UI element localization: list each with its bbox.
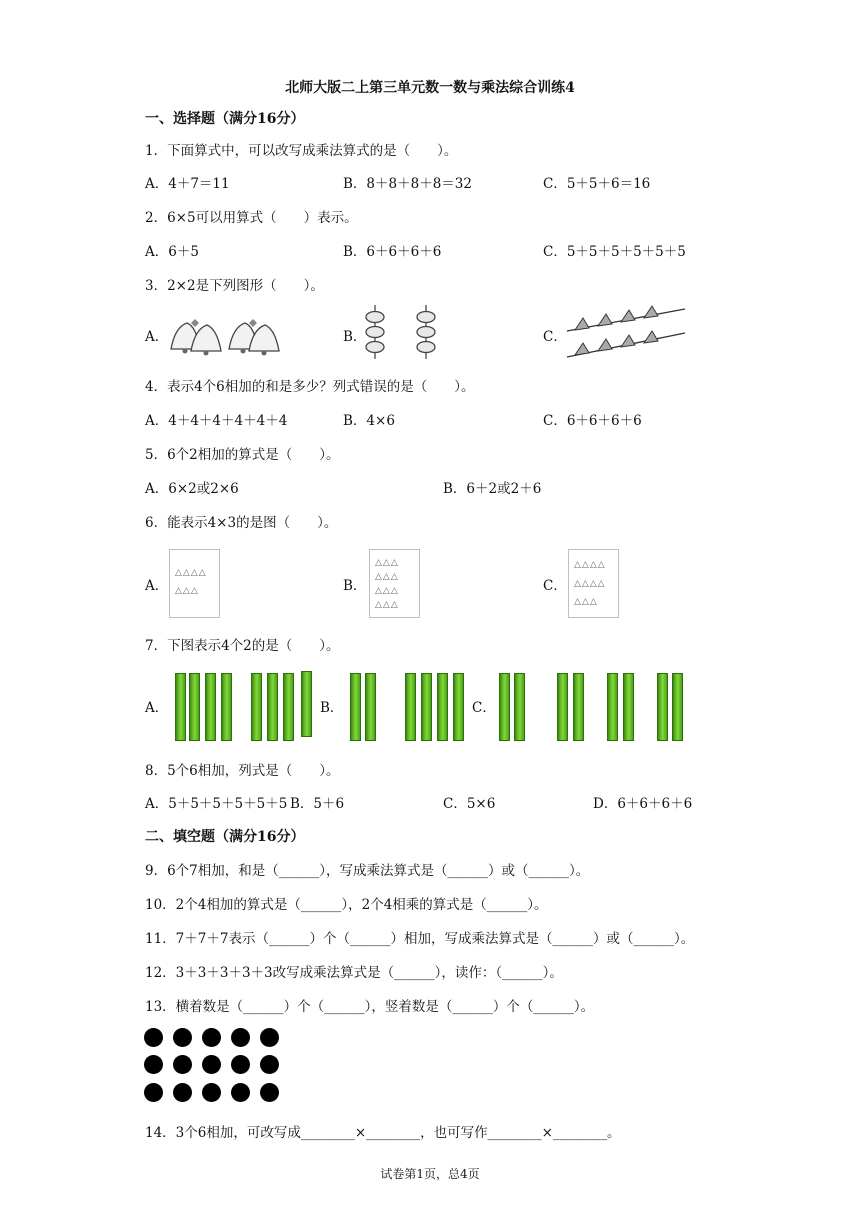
question-4-stem: 4．表示4个6相加的和是多少？列式错误的是（ ）。 (145, 379, 475, 395)
green-stick (205, 673, 216, 741)
dot (173, 1055, 192, 1074)
green-stick (283, 673, 294, 741)
question-1-option-c: C．5＋5＋6＝16 (543, 176, 651, 192)
question-3-option-b: B． (343, 329, 367, 345)
green-stick (365, 673, 376, 741)
question-4-option-b: B．4×6 (343, 413, 395, 429)
green-stick (672, 673, 683, 741)
question-4-option-c: C．6＋6＋6＋6 (543, 413, 642, 429)
green-sticks-group-c (495, 673, 690, 743)
triangle-card-c (568, 549, 619, 618)
question-2-option-b: B．6＋6＋6＋6 (343, 244, 442, 260)
question-1-option-b: B．8＋8＋8＋8＝32 (343, 176, 472, 192)
question-7-stem: 7．下图表示4个2的是（ ）。 (145, 638, 340, 654)
question-3-option-c: C． (543, 329, 567, 345)
question-8-option-a: A．5＋5＋5＋5＋5＋5 (145, 796, 288, 812)
question-1-option-a: A．4＋7＝11 (145, 176, 230, 192)
dot (173, 1028, 192, 1047)
green-stick (557, 673, 568, 741)
question-11: 11．7＋7＋7表示（______）个（______）相加，写成乘法算式是（______）或（______）。 (145, 931, 695, 947)
question-2-stem: 2．6×5可以用算式（ ）表示。 (145, 210, 358, 226)
green-stick (221, 673, 232, 741)
green-sticks-group-b (345, 673, 470, 743)
green-stick (657, 673, 668, 741)
triangle-row: △△△ (375, 600, 399, 610)
page-title: 北师大版二上第三单元数一数与乘法综合训练4 (285, 80, 575, 96)
section-heading-fill: 二、填空题（满分16分） (145, 829, 305, 845)
question-6-option-c: C． (543, 578, 567, 594)
dot (260, 1028, 279, 1047)
dot (202, 1055, 221, 1074)
question-6-stem: 6．能表示4×3的是图（ ）。 (145, 515, 338, 531)
green-stick (573, 673, 584, 741)
green-stick (267, 673, 278, 741)
triangle-row: △△△ (175, 586, 199, 596)
green-stick (189, 673, 200, 741)
green-stick (175, 673, 186, 741)
green-stick (499, 673, 510, 741)
green-stick (453, 673, 464, 741)
question-1-stem: 1．下面算式中，可以改写成乘法算式的是（ ）。 (145, 143, 458, 159)
triangle-row: △△△△ (574, 560, 606, 570)
skewer-balls-image (363, 303, 443, 361)
dot (202, 1083, 221, 1102)
triangle-row: △△△△ (175, 568, 207, 578)
page-footer: 试卷第1页，总4页 (380, 1167, 480, 1181)
dot (202, 1028, 221, 1047)
question-9: 9．6个7相加，和是（______），写成乘法算式是（______）或（______）。 (145, 863, 590, 879)
question-8-stem: 8．5个6相加，列式是（ ）。 (145, 763, 340, 779)
triangle-row: △△△ (375, 558, 399, 568)
question-12: 12．3＋3＋3＋3＋3改写成乘法算式是（______），读作：（______）。 (145, 965, 563, 981)
dot (173, 1083, 192, 1102)
section-heading-choice: 一、选择题（满分16分） (145, 111, 305, 127)
dot (260, 1055, 279, 1074)
question-3-stem: 3．2×2是下列图形（ ）。 (145, 278, 324, 294)
question-8-option-d: D．6＋6＋6＋6 (593, 796, 693, 812)
green-stick (251, 673, 262, 741)
triangle-row: △△△ (375, 572, 399, 582)
dot (231, 1028, 250, 1047)
question-5-option-a: A．6×2或2×6 (145, 481, 239, 497)
green-stick (405, 673, 416, 741)
dot-grid-image (144, 1028, 284, 1108)
question-13: 13．横着数是（______）个（______），竖着数是（______）个（______）。 (145, 999, 595, 1015)
question-5-option-b: B．6＋2或2＋6 (443, 481, 542, 497)
question-7-option-a: A． (145, 700, 169, 716)
question-8-option-c: C．5×6 (443, 796, 496, 812)
question-2-option-a: A．6＋5 (145, 244, 199, 260)
bells-image (165, 313, 285, 357)
dot (144, 1028, 163, 1047)
green-stick (514, 673, 525, 741)
green-stick (301, 671, 312, 737)
question-10: 10．2个4相加的算式是（______），2个4相乘的算式是（______）。 (145, 897, 548, 913)
green-stick (421, 673, 432, 741)
triangle-card-a (169, 549, 220, 618)
triangle-strings-image (563, 303, 689, 361)
dot (144, 1055, 163, 1074)
green-stick (623, 673, 634, 741)
green-stick (437, 673, 448, 741)
dot (260, 1083, 279, 1102)
green-sticks-group-a (170, 673, 318, 743)
green-stick (607, 673, 618, 741)
green-stick (350, 673, 361, 741)
dot (231, 1055, 250, 1074)
triangle-row: △△△ (375, 586, 399, 596)
question-8-option-b: B．5＋6 (290, 796, 345, 812)
question-3-option-a: A． (145, 329, 169, 345)
dot (144, 1083, 163, 1102)
question-7-option-b: B． (320, 700, 344, 716)
question-4-option-a: A．4＋4＋4＋4＋4＋4 (145, 413, 288, 429)
question-6-option-b: B． (343, 578, 367, 594)
question-6-option-a: A． (145, 578, 169, 594)
question-2-option-c: C．5＋5＋5＋5＋5＋5 (543, 244, 686, 260)
triangle-row: △△△△ (574, 579, 606, 589)
triangle-card-b (369, 549, 420, 618)
question-14: 14．3个6相加，可改写成________×________，也可写作________×________。 (145, 1125, 621, 1141)
question-7-option-c: C． (472, 700, 496, 716)
question-5-stem: 5．6个2相加的算式是（ ）。 (145, 447, 340, 463)
triangle-row: △△△ (574, 597, 598, 607)
dot (231, 1083, 250, 1102)
